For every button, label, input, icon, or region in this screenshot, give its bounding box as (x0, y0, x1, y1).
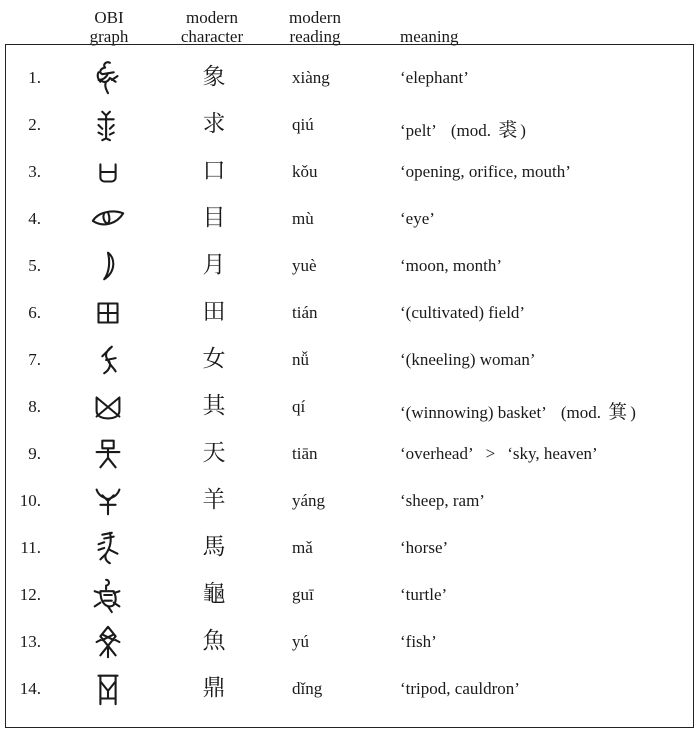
obi-woman-icon (84, 340, 132, 380)
row-number: 1. (28, 68, 41, 87)
table-row (0, 55, 700, 102)
modern-reading: mǎ (292, 538, 313, 557)
obi-field-icon (84, 293, 132, 333)
modern-character: 羊 (202, 487, 226, 513)
row-number: 9. (28, 444, 41, 463)
meaning: ‘tripod, cauldron’ (400, 679, 520, 698)
table-row (0, 149, 700, 196)
obi-mouth-icon (84, 152, 132, 192)
row-number: 12. (19, 585, 41, 604)
row-number: 6. (28, 303, 41, 322)
row-number: 5. (28, 256, 41, 275)
modern-character: 田 (202, 299, 226, 325)
modern-form-note: (mod. 裘 ) (450, 119, 526, 141)
row-number: 13. (19, 632, 41, 651)
meaning: ‘fish’ (400, 632, 437, 651)
modern-character: 目 (202, 205, 226, 231)
table-row (0, 384, 700, 431)
meaning: ‘(winnowing) basket’ (mod. 箕 ) (400, 401, 636, 423)
obi-eye-icon (84, 199, 132, 239)
modern-reading: tián (292, 303, 318, 322)
row-number: 10. (19, 491, 41, 510)
obi-heaven-icon (84, 434, 132, 474)
modern-reading: mù (292, 209, 314, 228)
modern-reading: nǚ (292, 350, 309, 369)
table-row (0, 666, 700, 713)
meaning: ‘eye’ (400, 209, 435, 228)
header-meaning: meaning (400, 27, 459, 46)
modern-character: 天 (202, 440, 226, 466)
meaning: ‘pelt’ (mod. 裘 ) (400, 119, 526, 141)
table-header (0, 4, 700, 46)
modern-form-note: (mod. 箕 ) (560, 401, 636, 423)
modern-reading: qí (292, 397, 306, 416)
modern-reading: tiān (292, 444, 318, 463)
modern-character: 女 (202, 346, 226, 372)
obi-elephant-icon (84, 58, 132, 98)
obi-pelt-icon (84, 105, 132, 145)
modern-character: 口 (202, 158, 226, 184)
row-number: 8. (28, 397, 41, 416)
header-modern-reading: modern reading (289, 8, 341, 46)
table-row (0, 290, 700, 337)
modern-character: 龜 (202, 581, 226, 607)
modern-character: 其 (202, 393, 226, 419)
modern-reading: yáng (292, 491, 326, 510)
row-number: 4. (28, 209, 41, 228)
table-row (0, 196, 700, 243)
development-arrow: > (485, 444, 496, 463)
header-obi-graph: OBI graph (89, 8, 129, 46)
table-row (0, 619, 700, 666)
obi-turtle-icon (84, 575, 132, 615)
modern-reading: kǒu (292, 162, 318, 181)
obi-basket-icon (84, 387, 132, 427)
meaning: ‘turtle’ (400, 585, 448, 604)
modern-character: 魚 (202, 628, 226, 654)
table-row (0, 337, 700, 384)
meaning: ‘sheep, ram’ (400, 491, 485, 510)
meaning: ‘opening, orifice, mouth’ (400, 162, 571, 181)
table-row (0, 525, 700, 572)
obi-horse-icon (84, 528, 132, 568)
row-number: 7. (28, 350, 41, 369)
modern-reading: xiàng (292, 68, 330, 87)
table-row (0, 478, 700, 525)
modern-reading: yú (292, 632, 309, 651)
modern-reading: qiú (292, 115, 314, 134)
meaning: ‘(kneeling) woman’ (400, 350, 536, 369)
table-row (0, 102, 700, 149)
modern-character: 象 (202, 64, 226, 90)
modern-reading: yuè (292, 256, 317, 275)
table-row (0, 243, 700, 290)
table-row (0, 572, 700, 619)
obi-moon-icon (84, 246, 132, 286)
modern-character: 月 (202, 252, 226, 278)
obi-sheep-icon (84, 481, 132, 521)
obi-fish-icon (84, 622, 132, 662)
modern-character: 馬 (202, 534, 226, 560)
header-modern-character: modern character (180, 8, 244, 46)
obi-tripod-icon (84, 669, 132, 709)
modern-character: 求 (202, 111, 226, 137)
meaning: ‘moon, month’ (400, 256, 502, 275)
meaning: ‘(cultivated) field’ (400, 303, 526, 322)
row-number: 2. (28, 115, 41, 134)
row-number: 11. (20, 538, 41, 557)
modern-character: 鼎 (202, 675, 226, 701)
meaning: ‘horse’ (400, 538, 449, 557)
meaning: ‘elephant’ (400, 68, 469, 87)
meaning: ‘overhead’ > ‘sky, heaven’ (400, 444, 598, 463)
table-row (0, 431, 700, 478)
row-number: 14. (19, 679, 41, 698)
modern-reading: guī (292, 585, 314, 604)
modern-reading: dǐng (292, 679, 323, 698)
row-number: 3. (28, 162, 41, 181)
